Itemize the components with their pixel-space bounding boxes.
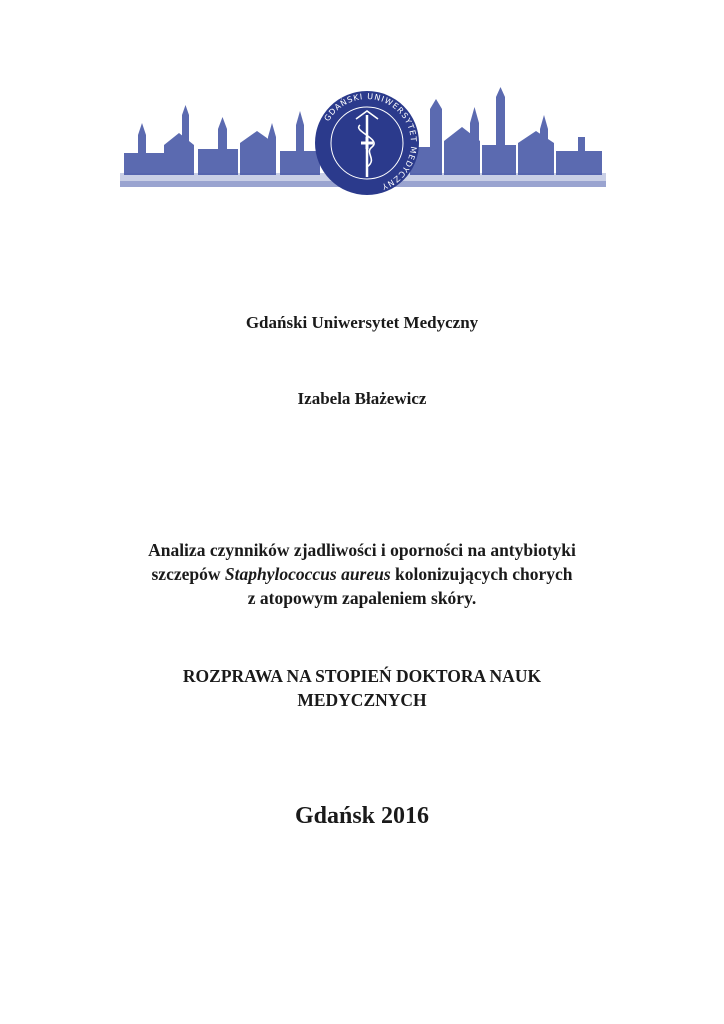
species-name: Staphylococcus aureus <box>224 564 391 584</box>
university-seal-icon <box>315 91 419 195</box>
university-logo-banner <box>120 85 606 205</box>
university-name: Gdański Uniwersytet Medyczny <box>245 313 479 332</box>
thesis-title-line-1: Analiza czynników zjadliwości i oporności na antybiotyki <box>148 540 576 560</box>
thesis-title-line-3: z atopowym zapaleniem skóry. <box>247 588 477 608</box>
degree-line-2: MEDYCZNYCH <box>297 690 427 710</box>
gdansk-skyline-seal-logo <box>120 85 606 205</box>
degree-statement <box>0 664 724 712</box>
thesis-title <box>0 538 724 610</box>
degree-line-1: ROZPRAWA NA STOPIEŃ DOKTORA NAUK <box>182 666 542 686</box>
place-and-year: Gdańsk 2016 <box>294 803 430 829</box>
thesis-title-line-2 <box>0 562 724 586</box>
thesis-title-line-2-end: kolonizujących chorych <box>390 564 573 584</box>
thesis-title-line-2-start: szczepów <box>151 564 225 584</box>
seal-text: GDAŃSKI UNIWERSYTET MEDYCZNY <box>322 91 419 192</box>
author-name: Izabela Błażewicz <box>297 389 427 408</box>
